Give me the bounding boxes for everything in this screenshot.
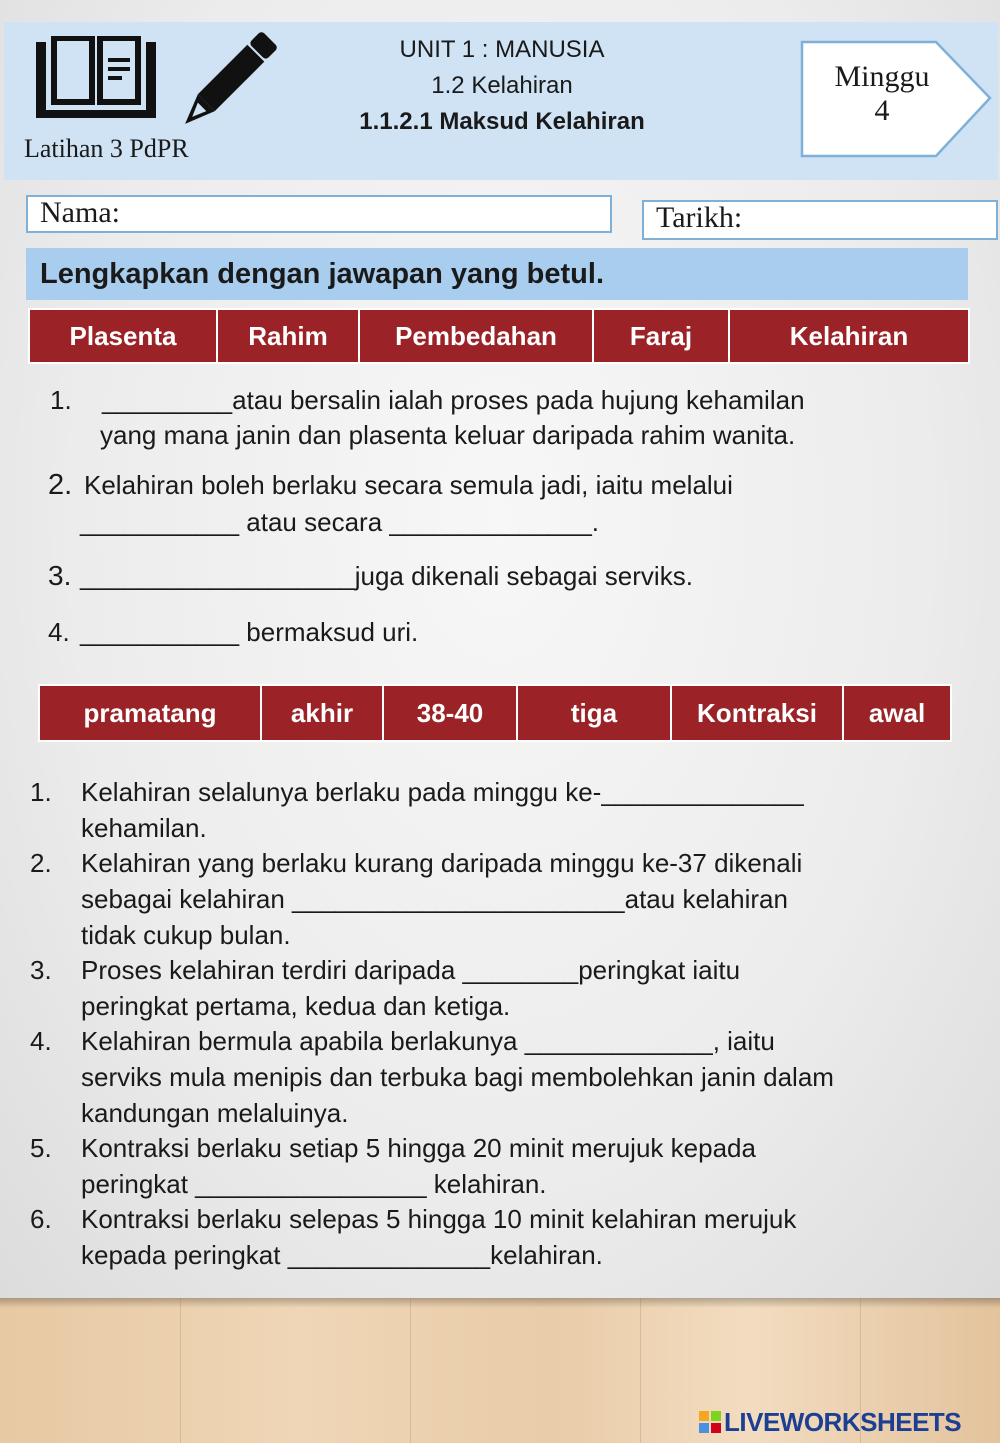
question-number: 4. (48, 617, 70, 647)
question-text: _________atau bersalin ialah proses pada hujung kehamilan (102, 385, 805, 415)
floor-plank-line (410, 1298, 411, 1443)
week-number: 4 (874, 94, 890, 127)
question-text: serviks mula menipis dan terbuka bagi membolehkan janin dalam (81, 1062, 834, 1092)
liveworksheets-text: LIVEWORKSHEETS (724, 1406, 962, 1437)
question-number: 4. (30, 1026, 52, 1056)
question-number: 2. (48, 469, 73, 501)
question-number: 5. (30, 1133, 52, 1163)
word-bank-1 (28, 308, 970, 364)
question-number: 6. (30, 1204, 52, 1234)
topic-title: 1.2 Kelahiran (431, 72, 573, 99)
word-bank-item: akhir (262, 686, 384, 740)
question-text: Proses kelahiran terdiri daripada ________peringkat iaitu (81, 955, 741, 985)
date-field[interactable] (642, 200, 998, 240)
question-number: 1. (30, 777, 52, 807)
instruction-banner: Lengkapkan dengan jawapan yang betul. (26, 248, 968, 300)
question-text: peringkat pertama, kedua dan ketiga. (81, 991, 511, 1021)
question-text: kehamilan. (81, 813, 207, 843)
question-text: Kelahiran selalunya berlaku pada minggu ke-______________ (81, 777, 804, 807)
question-text: ___________ bermaksud uri. (80, 617, 419, 647)
word-bank-item: Faraj (594, 310, 730, 362)
question-number: 1. (50, 385, 72, 415)
name-field[interactable] (26, 195, 612, 233)
question-text: Kelahiran bermula apabila berlakunya _____________, iaitu (81, 1026, 775, 1056)
word-bank-item: awal (844, 686, 950, 740)
pencil-icon (168, 30, 280, 140)
question-text: ___________________juga dikenali sebagai serviks. (80, 561, 693, 591)
book-icon (34, 36, 158, 120)
question-text: peringkat ________________ kelahiran. (81, 1169, 547, 1199)
word-bank-item: Rahim (218, 310, 360, 362)
title-block (300, 32, 704, 140)
question-number: 2. (30, 848, 52, 878)
unit-title: UNIT 1 : MANUSIA (399, 36, 605, 63)
word-bank-item: Kontraksi (672, 686, 844, 740)
question-text: tidak cukup bulan. (81, 920, 291, 950)
date-label: Tarikh: (656, 201, 743, 234)
question-number: 3. (48, 560, 72, 591)
question-number: 3. (30, 955, 52, 985)
exercise-label: Latihan 3 PdPR (24, 134, 189, 163)
floor-plank-line (180, 1298, 181, 1443)
question-text: kandungan melaluinya. (81, 1098, 349, 1128)
floor-plank-line (640, 1298, 641, 1443)
question-text: ___________ atau secara ______________. (80, 507, 600, 537)
question-text: Kontraksi berlaku setiap 5 hingga 20 minit merujuk kepada (81, 1133, 756, 1163)
liveworksheets-logo (698, 1408, 961, 1436)
week-badge-text (800, 60, 964, 128)
question-text: Kontraksi berlaku selepas 5 hingga 10 minit kelahiran merujuk (81, 1204, 797, 1234)
question-text: Kelahiran yang berlaku kurang daripada minggu ke-37 dikenali (81, 848, 803, 878)
question-text: Kelahiran boleh berlaku secara semula jadi, iaitu melalui (84, 470, 733, 500)
word-bank-item: Plasenta (30, 310, 218, 362)
subtopic-title: 1.1.2.1 Maksud Kelahiran (359, 108, 645, 135)
question-text: yang mana janin dan plasenta keluar daripada rahim wanita. (100, 420, 796, 450)
question-text: kepada peringkat ______________kelahiran. (81, 1240, 603, 1270)
word-bank-2 (38, 684, 952, 742)
word-bank-item: pramatang (40, 686, 262, 740)
question-text: sebagai kelahiran _______________________atau kelahiran (81, 884, 788, 914)
word-bank-item: Kelahiran (730, 310, 968, 362)
word-bank-item: tiga (518, 686, 672, 740)
liveworksheets-icon (698, 1410, 722, 1434)
word-bank-item: 38-40 (384, 686, 518, 740)
word-bank-item: Pembedahan (360, 310, 594, 362)
week-label: Minggu (834, 60, 930, 93)
name-label: Nama: (40, 196, 120, 229)
